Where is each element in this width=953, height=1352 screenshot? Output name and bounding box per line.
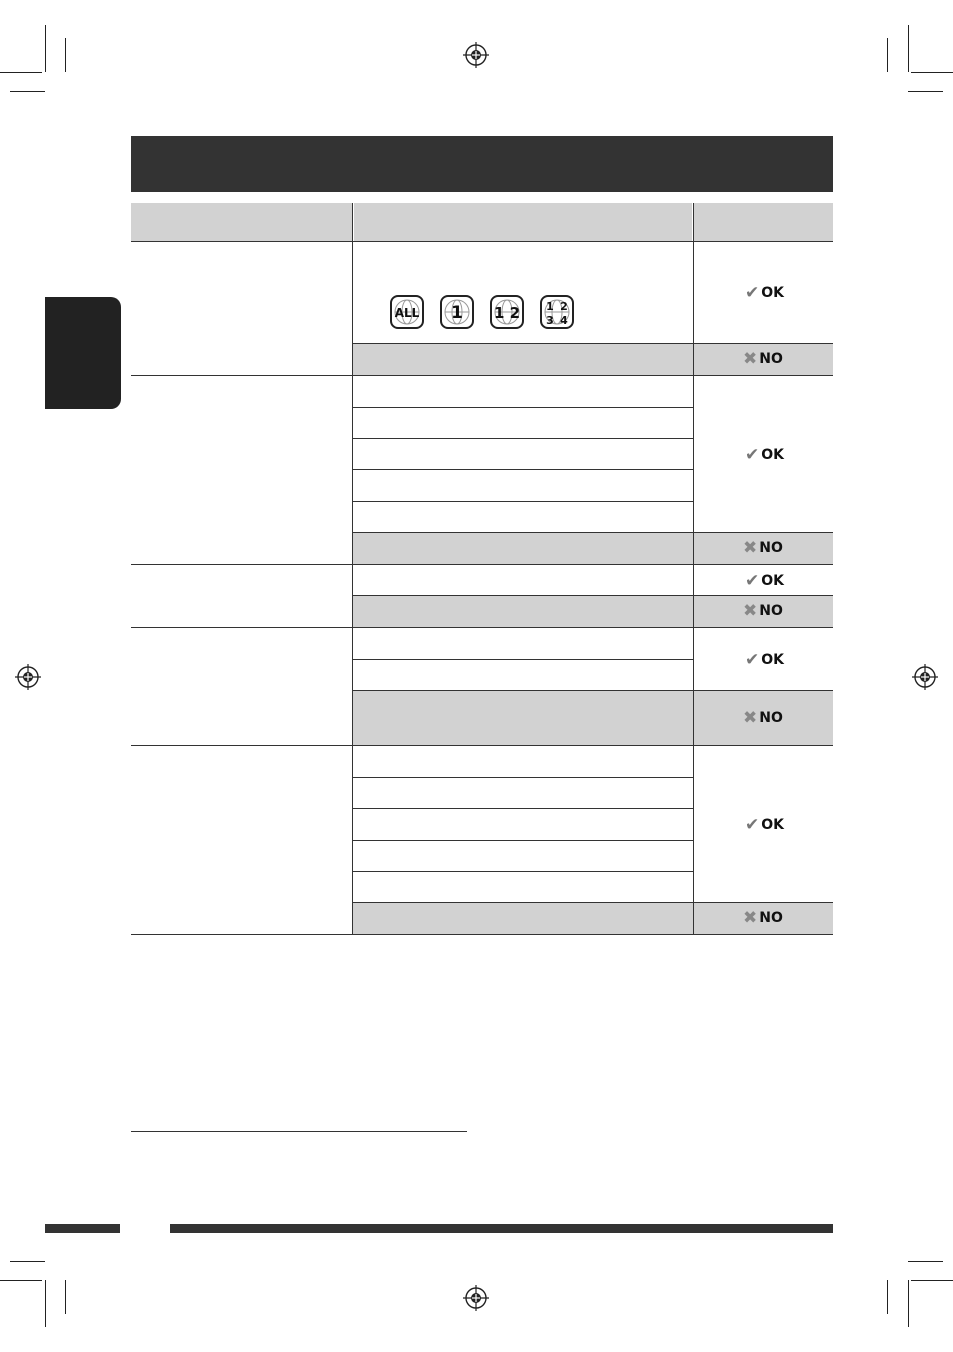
- status-ok: ✔ OK: [745, 649, 784, 670]
- svg-text:2: 2: [560, 300, 568, 313]
- registration-mark-icon: [15, 664, 41, 690]
- region-1-label: 1: [451, 303, 463, 323]
- region-1-2-icon: [490, 295, 524, 329]
- check-icon: ✔: [745, 649, 760, 670]
- table-divider: [353, 595, 833, 596]
- table-divider: [131, 745, 833, 746]
- cross-icon: ✖: [743, 907, 758, 928]
- table-divider: [353, 808, 693, 809]
- status-no: ✖ NO: [743, 348, 783, 369]
- region-1-2-3-4-icon: [540, 295, 574, 329]
- svg-text:1: 1: [546, 300, 554, 313]
- table-divider: [353, 871, 693, 872]
- status-ok: ✔ OK: [745, 570, 784, 591]
- table-divider: [353, 659, 693, 660]
- region-all-label: ALL: [394, 306, 420, 320]
- cross-icon: ✖: [743, 348, 758, 369]
- table-divider: [353, 343, 833, 344]
- status-no: ✖ NO: [743, 537, 783, 558]
- crop-mark: [911, 72, 953, 73]
- region-all-icon: [390, 295, 424, 329]
- crop-mark: [908, 91, 943, 92]
- svg-text:4: 4: [560, 314, 568, 327]
- crop-mark: [908, 25, 909, 72]
- table-divider: [353, 407, 693, 408]
- cross-icon: ✖: [743, 707, 758, 728]
- table-divider: [131, 934, 833, 935]
- cross-icon: ✖: [743, 537, 758, 558]
- table-divider: [131, 564, 833, 565]
- column-header-format: [354, 203, 692, 241]
- crop-mark: [908, 1280, 909, 1327]
- check-icon: ✔: [745, 444, 760, 465]
- crop-mark: [887, 1280, 888, 1314]
- table-divider: [353, 840, 693, 841]
- table-divider: [353, 469, 693, 470]
- footer-bar-left: [45, 1224, 120, 1233]
- table-divider: [353, 902, 833, 903]
- crop-mark: [45, 1280, 46, 1327]
- column-header-playable: [694, 203, 833, 241]
- registration-mark-icon: [463, 1285, 489, 1311]
- table-divider: [131, 241, 833, 242]
- check-icon: ✔: [745, 814, 760, 835]
- crop-mark: [911, 1280, 953, 1281]
- crop-mark: [0, 72, 42, 73]
- crop-mark: [10, 1261, 45, 1262]
- region-code-icons: [390, 295, 574, 329]
- status-no: ✖ NO: [743, 600, 783, 621]
- crop-mark: [45, 25, 46, 72]
- crop-mark: [65, 1280, 66, 1314]
- registration-mark-icon: [912, 664, 938, 690]
- table-divider: [352, 203, 353, 934]
- table-divider: [353, 532, 833, 533]
- svg-text:3: 3: [546, 314, 554, 327]
- check-icon: ✔: [745, 282, 760, 303]
- status-ok: ✔ OK: [745, 814, 784, 835]
- side-language-tab: [45, 297, 121, 409]
- table-divider: [353, 501, 693, 502]
- check-icon: ✔: [745, 570, 760, 591]
- footer-bar-right: [170, 1224, 833, 1233]
- crop-mark: [65, 38, 66, 72]
- crop-mark: [908, 1261, 943, 1262]
- section-header-bar: [131, 136, 833, 192]
- registration-mark-icon: [463, 42, 489, 68]
- table-divider: [353, 690, 833, 691]
- crop-mark: [0, 1280, 42, 1281]
- status-ok: ✔ OK: [745, 444, 784, 465]
- table-divider: [131, 375, 833, 376]
- table-divider: [353, 777, 693, 778]
- table-divider: [131, 627, 833, 628]
- region-1-2-label: 1 2: [493, 304, 521, 322]
- crop-mark: [10, 91, 45, 92]
- table-divider: [353, 438, 693, 439]
- table-divider: [693, 203, 694, 934]
- status-no: ✖ NO: [743, 707, 783, 728]
- status-ok: ✔ OK: [745, 282, 784, 303]
- crop-mark: [887, 38, 888, 72]
- status-no: ✖ NO: [743, 907, 783, 928]
- footnote-separator: [131, 1131, 467, 1132]
- cross-icon: ✖: [743, 600, 758, 621]
- column-header-disc-type: [131, 203, 352, 241]
- region-1-icon: [440, 295, 474, 329]
